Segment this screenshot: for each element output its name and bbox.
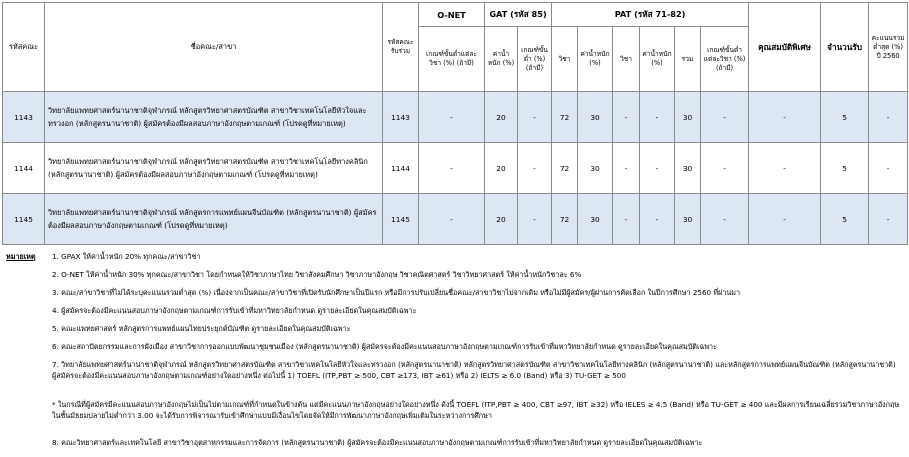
cell-gat-min: - xyxy=(518,143,552,194)
note-item: 5. คณะแพทยศาสตร์ หลักสูตรการแพทย์แผนไทยประยุกต์บัณฑิต ดูรายละเอียดในคุณสมบัติเฉพาะ xyxy=(52,324,351,333)
cell-onet-min: - xyxy=(419,194,485,245)
header-pat-subject1: วิชา xyxy=(552,27,578,92)
cell-pat-subject1: 72 xyxy=(552,92,578,143)
cell-quota: 5 xyxy=(821,92,869,143)
cell-pat-min: - xyxy=(701,92,749,143)
cell-name: วิทยาลัยแพทยศาสตร์นานาชาติจุฬาภรณ์ หลักสูตรวิทยาศาสตรบัณฑิต สาขาวิชาเทคโนโลยีทางคลินิก (หลักสูตรนานาชาติ) ผู้สมัครต้องมีผลสอบภาษาอังกฤษตามเกณฑ์ (โปรดดูที่หมายเหตุ) xyxy=(45,143,383,194)
table-row xyxy=(3,92,908,143)
cell-joint-code: 1145 xyxy=(383,194,419,245)
cell-gat-min: - xyxy=(518,92,552,143)
note-item: 6. คณะสถาปัตยกรรมและการผังเมือง สาขาวิชาการออกแบบพัฒนาชุมชนเมือง (หลักสูตรนานาชาติ) ผู้สมัครจะต้องมีคะแนนสอบภาษาอังกฤษตามเกณฑ์การรับเข้าที่มหาวิทยาลัยกำหนด ดูรายละเอียดในคุณสมบัติเฉพาะ xyxy=(52,342,717,351)
cell-pat-weight1: 30 xyxy=(578,194,613,245)
header-pat: PAT (รหัส 71-82) xyxy=(552,3,749,27)
cell-code: 1145 xyxy=(3,194,45,245)
header-gat-min: เกณฑ์ขั้นต่ำ (%) (ถ้ามี) xyxy=(518,27,552,92)
header-min-score: คะแนนรวมต่ำสุด (%) ปี 2560 xyxy=(869,3,908,92)
cell-special: - xyxy=(749,143,821,194)
cell-pat-total: 30 xyxy=(675,92,701,143)
cell-name: วิทยาลัยแพทยศาสตร์นานาชาติจุฬาภรณ์ หลักสูตรวิทยาศาสตรบัณฑิต สาขาวิชาเทคโนโลยีหัวใจและทรวงอก (หลักสูตรนานาชาติ) ผู้สมัครต้องมีผลสอบภาษาอังกฤษตามเกณฑ์ (โปรดดูที่หมายเหตุ) xyxy=(45,92,383,143)
table-row xyxy=(3,143,908,194)
cell-name: วิทยาลัยแพทยศาสตร์นานาชาติจุฬาภรณ์ หลักสูตรการแพทย์แผนจีนบัณฑิต (หลักสูตรนานาชาติ) ผู้สมัครต้องมีผลสอบภาษาอังกฤษตามเกณฑ์ (โปรดดูที่หมายเหตุ) xyxy=(45,194,383,245)
cell-special: - xyxy=(749,92,821,143)
cell-special: - xyxy=(749,194,821,245)
note-item: 4. ผู้สมัครจะต้องมีคะแนนสอบภาษาอังกฤษตามเกณฑ์การรับเข้าที่มหาวิทยาลัยกำหนด ดูรายละเอียดในคุณสมบัติเฉพาะ xyxy=(52,306,417,315)
cell-min-score: - xyxy=(869,194,908,245)
header-onet: O-NET xyxy=(419,3,485,27)
header-pat-subject2: วิชา xyxy=(613,27,640,92)
header-pat-min: เกณฑ์ขั้นต่ำแต่ละวิชา (%) (ถ้ามี) xyxy=(701,27,749,92)
cell-quota: 5 xyxy=(821,143,869,194)
cell-gat-weight: 20 xyxy=(485,194,518,245)
cell-pat-total: 30 xyxy=(675,194,701,245)
header-special: คุณสมบัติพิเศษ xyxy=(749,3,821,92)
cell-onet-min: - xyxy=(419,143,485,194)
note-item: * ในกรณีที่ผู้สมัครมีคะแนนสอบภาษาอังกฤษไม่เป็นไปตามเกณฑ์ที่กำหนดในข้างต้น แต่มีคะแนนภาษาอังกฤษอย่างใดอย่างหนึ่ง ดังนี้ TOEFL (ITP,PBT ≥ 400, CBT ≥97, IBT ≥32) หรือ IELES ≥ 4.5 (Band) หรือ TU-GET ≥ 400 และมีผลการเรียนเฉลี่ยรวมวิชาภาษาอังกฤษ ในชั้นมัธยมปลายไม่ต่ำกว่า 3.00 จะได้รับการพิจารณารับเข้าศึกษาแบบมีเงื่อนไขโดยจัดให้มีการพัฒนาภาษาอังกฤษเพิ่มเติมในระหว่างการศึกษา xyxy=(52,400,900,420)
cell-pat-weight1: 30 xyxy=(578,143,613,194)
header-pat-weight1: ค่าน้ำหนัก (%) xyxy=(578,27,613,92)
cell-pat-subject2: - xyxy=(613,194,640,245)
note-item: 3. คณะ/สาขาวิชาที่ไม่ได้ระบุคะแนนรวมต่ำสุด (%) เนื่องจากเป็นคณะ/สาขาวิชาที่เปิดรับนักศึกษาเป็นปีแรก หรือมีการปรับเปลี่ยนชื่อคณะ/สาขาวิชาไปจากเดิม หรือไม่มีผู้สมัคร/ผู้ผ่านการคัดเลือก ในปีการศึกษา 2560 ที่ผ่านมา xyxy=(52,288,741,297)
header-code: รหัสคณะ xyxy=(3,3,45,92)
cell-gat-weight: 20 xyxy=(485,143,518,194)
note-item: 8. คณะวิทยาศาสตร์และเทคโนโลยี สาขาวิชาอุตสาหกรรมและการจัดการ (หลักสูตรนานาชาติ) ผู้สมัครจะต้องมีคะแนนสอบภาษาอังกฤษตามเกณฑ์การรับเข้าที่มหาวิทยาลัยกำหนด ดูรายละเอียดในคุณสมบัติเฉพาะ xyxy=(52,438,703,447)
cell-pat-subject2: - xyxy=(613,143,640,194)
cell-onet-min: - xyxy=(419,92,485,143)
header-joint-code: รหัสคณะรับร่วม xyxy=(383,3,419,92)
header-onet-min: เกณฑ์ขั้นต่ำแต่ละวิชา (%) (ถ้ามี) xyxy=(419,27,485,92)
cell-pat-weight2: - xyxy=(640,143,675,194)
cell-code: 1143 xyxy=(3,92,45,143)
cell-joint-code: 1144 xyxy=(383,143,419,194)
header-gat-weight: ค่าน้ำหนัก (%) xyxy=(485,27,518,92)
cell-min-score: - xyxy=(869,92,908,143)
note-item: 2. O-NET ให้ค่าน้ำหนัก 30% ทุกคณะ/สาขาวิชา โดยกำหนดให้วิชาภาษาไทย วิชาสังคมศึกษา วิชาภาษาอังกฤษ วิชาคณิตศาสตร์ วิชาวิทยาศาสตร์ ให้ค่าน้ำหนักวิชาละ 6% xyxy=(52,270,582,279)
cell-code: 1144 xyxy=(3,143,45,194)
header-pat-weight2: ค่าน้ำหนัก (%) xyxy=(640,27,675,92)
cell-pat-min: - xyxy=(701,194,749,245)
cell-pat-subject2: - xyxy=(613,92,640,143)
admission-table xyxy=(2,2,908,245)
header-name: ชื่อคณะ/สาขา xyxy=(45,3,383,92)
cell-pat-weight1: 30 xyxy=(578,92,613,143)
cell-gat-min: - xyxy=(518,194,552,245)
note-item: 1. GPAX ให้ค่าน้ำหนัก 20% ทุกคณะ/สาขาวิชา xyxy=(52,252,201,261)
cell-pat-subject1: 72 xyxy=(552,194,578,245)
notes-label: หมายเหตุ xyxy=(6,252,36,261)
cell-quota: 5 xyxy=(821,194,869,245)
cell-min-score: - xyxy=(869,143,908,194)
cell-pat-min: - xyxy=(701,143,749,194)
header-pat-total: รวม xyxy=(675,27,701,92)
cell-pat-total: 30 xyxy=(675,143,701,194)
cell-pat-subject1: 72 xyxy=(552,143,578,194)
cell-joint-code: 1143 xyxy=(383,92,419,143)
cell-pat-weight2: - xyxy=(640,194,675,245)
note-item: 7. วิทยาลัยแพทยศาสตร์นานาชาติจุฬาภรณ์ หลักสูตรวิทยาศาสตรบัณฑิต สาขาวิชาเทคโนโลยีหัวใจและทรวงอก (หลักสูตรนานาชาติ) หลักสูตรวิทยาศาสตรบัณฑิต สาขาวิชาเทคโนโลยีทางคลินิก (หลักสูตรนานาชาติ) และหลักสูตรการแพทย์แผนจีนบัณฑิต (หลักสูตรนานาชาติ) ผู้สมัครจะต้องมีคะแนนสอบภาษาอังกฤษตามเกณฑ์อย่างใดอย่างหนึ่ง ต่อไปนี้ 1) TOEFL (ITP,PBT ≥ 500, CBT ≥173, IBT ≥61) หรือ 2) IELTS ≥ 6.0 (Band) หรือ 3) TU-GET ≥ 500 xyxy=(52,360,896,380)
cell-pat-weight2: - xyxy=(640,92,675,143)
header-quota: จำนวนรับ xyxy=(821,3,869,92)
cell-gat-weight: 20 xyxy=(485,92,518,143)
table-row xyxy=(3,194,908,245)
header-gat: GAT (รหัส 85) xyxy=(485,3,552,27)
